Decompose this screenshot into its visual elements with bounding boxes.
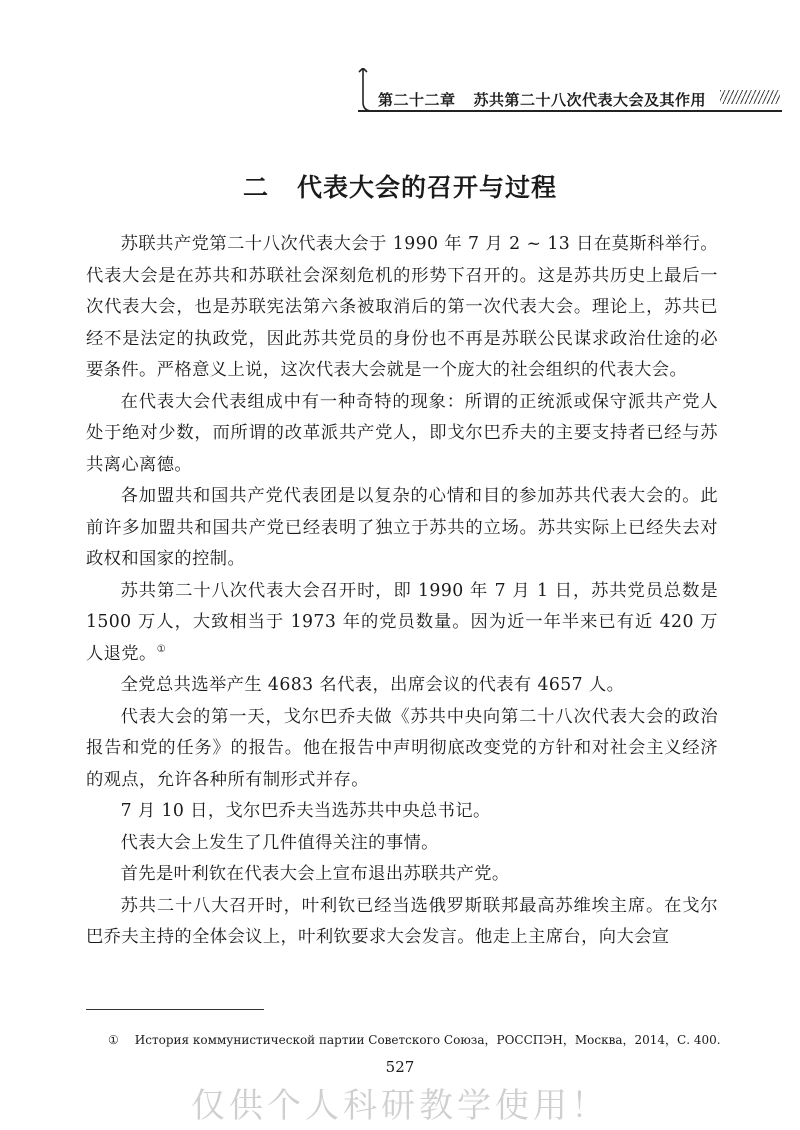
chapter-heading bbox=[378, 89, 706, 110]
watermark: 仅供个人科研教学使用！ bbox=[191, 1086, 609, 1126]
paragraph bbox=[86, 576, 718, 671]
page-number: 527 bbox=[385, 1058, 415, 1076]
chapter-title: 苏共第二十八次代表大会及其作用 bbox=[473, 91, 707, 109]
paragraph-text: 苏共第二十八次代表大会召开时，即 1990 年 7 月 1 日，苏共党员总数是 1500 万人，大致相当于 1973 年的党员数量。因为近一年半来已有近 420 万人退党。 bbox=[86, 580, 718, 664]
footnote-text: История коммунистической партии Советского Союза，РОССПЭН，Москва，2014，С. 400. bbox=[134, 1033, 721, 1047]
header-rule bbox=[358, 110, 782, 112]
paragraph: 首先是叶利钦在代表大会上宣布退出苏联共产党。 bbox=[120, 864, 510, 884]
footnote-reference[interactable]: ① bbox=[156, 643, 167, 655]
footnote bbox=[108, 1031, 721, 1048]
section-title bbox=[0, 168, 800, 204]
paragraph: 苏联共产党第二十八次代表大会于 1990 年 7 月 2 ~ 13 日在莫斯科举行。代表大会是在苏共和苏联社会深刻危机的形势下召开的。这是苏共历史上最后一次代表大会，也是苏联宪法第六条被取消后的第一次代表大会。理论上，苏共已经不是法定的执政党，因此苏共党员的身份也不再是苏联公民谋求政治仕途的必要条件。严格意义上说，这次代表大会就是一个庞大的社会组织的代表大会。 bbox=[86, 234, 718, 380]
paragraph: 各加盟共和国共产党代表团是以复杂的心情和目的参加苏共代表大会的。此前许多加盟共和国共产党已经表明了独立于苏共的立场。苏共实际上已经失去对政权和国家的控制。 bbox=[86, 486, 718, 569]
paragraph: 苏共二十八大召开时，叶利钦已经当选俄罗斯联邦最高苏维埃主席。在戈尔巴乔夫主持的全体会议上，叶利钦要求大会发言。他走上主席台，向大会宣 bbox=[86, 895, 718, 947]
body-text bbox=[86, 229, 718, 954]
header-bracket-icon bbox=[352, 68, 374, 112]
chapter-number: 第二十二章 bbox=[378, 91, 456, 109]
section-number: 二 bbox=[242, 173, 269, 202]
header-hatch-decoration bbox=[720, 90, 780, 104]
paragraph: 代表大会上发生了几件值得关注的事情。 bbox=[120, 832, 439, 853]
footnote-marker: ① bbox=[108, 1033, 119, 1047]
running-header bbox=[352, 68, 782, 112]
paragraph: 在代表大会代表组成中有一种奇特的现象：所谓的正统派或保守派共产党人处于绝对少数，而所谓的改革派共产党人，即戈尔巴乔夫的主要支持者已经与苏共离心离德。 bbox=[86, 391, 718, 475]
footnote-separator bbox=[86, 1009, 264, 1010]
paragraph: 全党总共选举产生 4683 名代表，出席会议的代表有 4657 人。 bbox=[120, 675, 625, 695]
paragraph: 7 月 10 日，戈尔巴乔夫当选苏共中央总书记。 bbox=[120, 801, 491, 821]
paragraph: 代表大会的第一天，戈尔巴乔夫做《苏共中央向第二十八次代表大会的政治报告和党的任务》的报告。他在报告中声明彻底改变党的方针和对社会主义经济的观点，允许各种所有制形式并存。 bbox=[86, 706, 718, 790]
section-title-text: 代表大会的召开与过程 bbox=[297, 173, 558, 202]
